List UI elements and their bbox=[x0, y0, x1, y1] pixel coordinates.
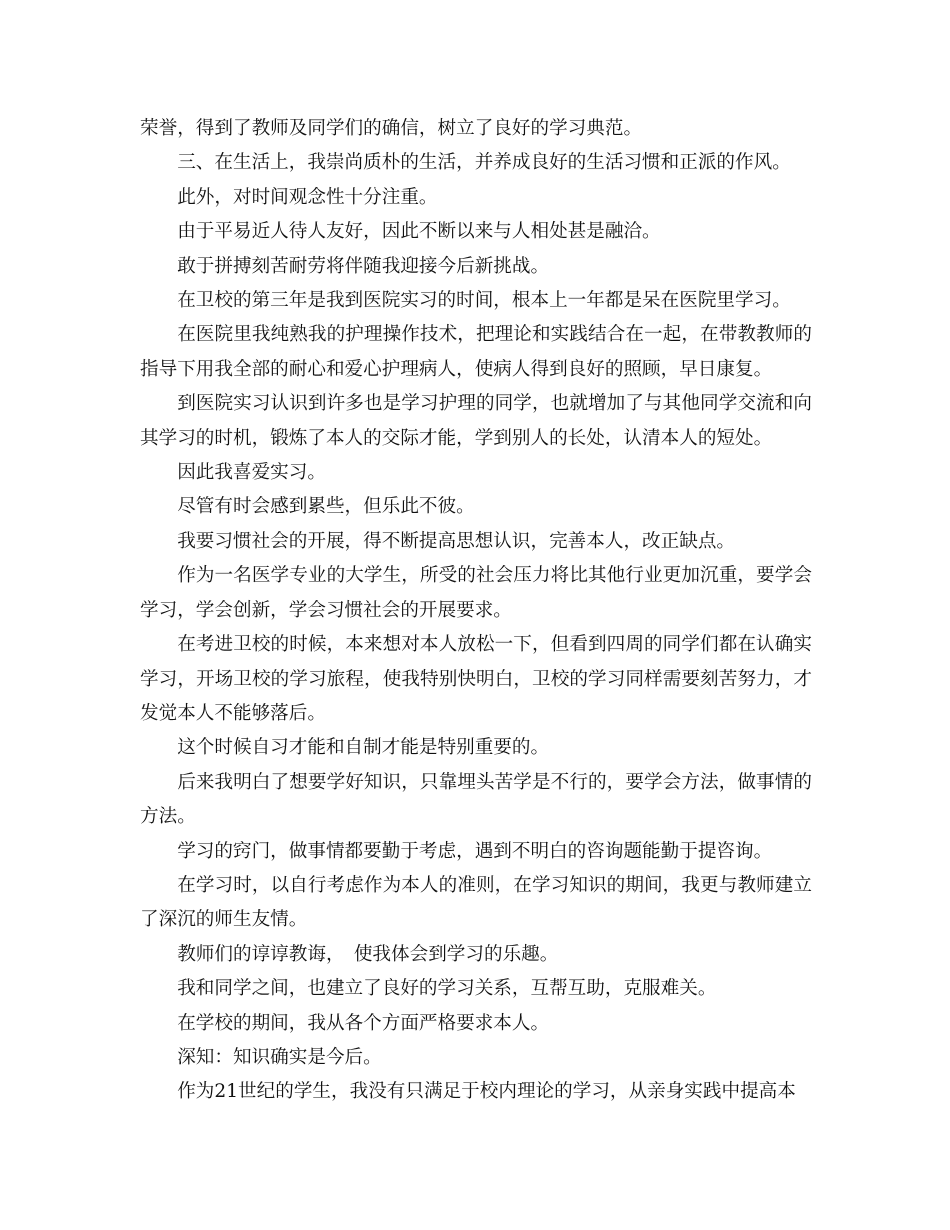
paragraph: 在卫校的第三年是我到医院实习的时间，根本上一年都是呆在医院里学习。 bbox=[177, 290, 791, 312]
paragraph: 这个时候自习才能和自制才能是特别重要的。 bbox=[177, 737, 550, 759]
paragraph: 因此我喜爱实习。 bbox=[177, 462, 326, 484]
paragraph: 深知：知识确实是今后。 bbox=[177, 1046, 382, 1068]
document-body bbox=[140, 112, 812, 1110]
paragraph: 我和同学之间，也建立了良好的学习关系，互帮互助，克服难关。 bbox=[177, 978, 717, 1000]
paragraph: 教师们的谆谆教诲， 使我体会到学习的乐趣。 bbox=[177, 943, 559, 965]
paragraph: 学习的窍门，做事情都要勤于考虑，遇到不明白的咨询题能勤于提咨询。 bbox=[177, 840, 773, 862]
paragraph-continuation: 荣誉，得到了教师及同学们的确信，树立了良好的学习典范。 bbox=[140, 118, 643, 139]
paragraph: 三、在生活上，我崇尚质朴的生活，并养成良好的生活习惯和正派的作风。 bbox=[177, 152, 791, 174]
paragraph: 作为21世纪的学生，我没有只满足于校内理论的学习，从亲身实践中提高本 bbox=[177, 1081, 796, 1103]
paragraph: 到医院实习认识到许多也是学习护理的同学，也就增加了与其他同学交流和向其学习的时机，锻炼了本人的交际才能，学到别人的长处，认清本人的短处。 bbox=[140, 393, 812, 449]
paragraph: 我要习惯社会的开展，得不断提高思想认识，完善本人，改正缺点。 bbox=[177, 530, 736, 552]
paragraph: 在考进卫校的时候，本来想对本人放松一下，但看到四周的同学们都在认确实学习，开场卫校的学习旅程，使我特别快明白，卫校的学习同样需要刻苦努力，才发觉本人不能够落后。 bbox=[140, 634, 812, 724]
paragraph: 在学习时，以自行考虑作为本人的准则，在学习知识的期间，我更与教师建立了深沉的师生友情。 bbox=[140, 874, 812, 931]
paragraph: 此外，对时间观念性十分注重。 bbox=[177, 186, 438, 208]
paragraph: 后来我明白了想要学好知识，只靠埋头苦学是不行的，要学会方法，做事情的方法。 bbox=[140, 771, 812, 828]
paragraph: 在医院里我纯熟我的护理操作技术，把理论和实践结合在一起，在带教教师的指导下用我全部的耐心和爱心护理病人，使病人得到良好的照顾，早日康复。 bbox=[140, 324, 812, 380]
paragraph: 作为一名医学专业的大学生，所受的社会压力将比其他行业更加沉重，要学会学习，学会创新，学会习惯社会的开展要求。 bbox=[140, 565, 812, 621]
paragraph: 敢于拼搏刻苦耐劳将伴随我迎接今后新挑战。 bbox=[177, 255, 550, 277]
paragraph: 尽管有时会感到累些，但乐此不彼。 bbox=[177, 496, 475, 518]
paragraph: 由于平易近人待人友好，因此不断以来与人相处甚是融洽。 bbox=[177, 221, 661, 243]
paragraph: 在学校的期间，我从各个方面严格要求本人。 bbox=[177, 1012, 550, 1034]
